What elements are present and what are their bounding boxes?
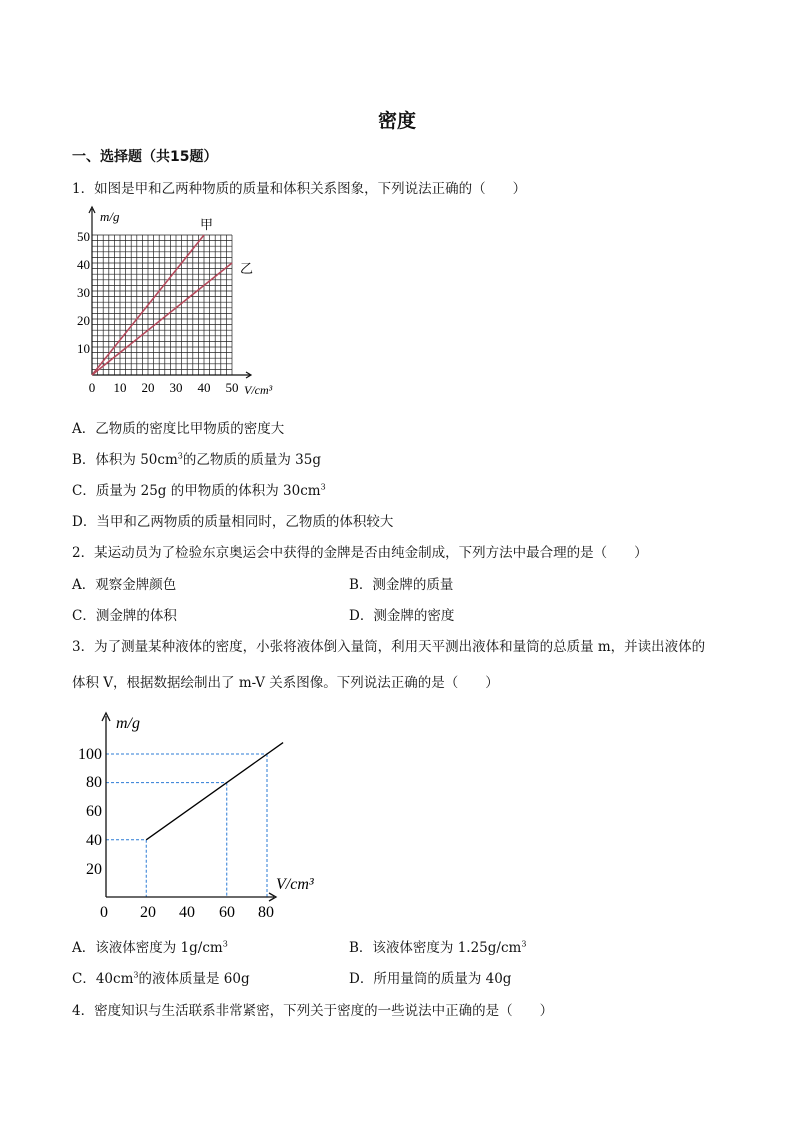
q1-y-axis-label: m/g (100, 209, 120, 224)
q1-y-tick-labels (77, 229, 90, 356)
q2-option-c: C．测金牌的体积 (72, 608, 177, 624)
q1-option-a: A．乙物质的密度比甲物质的密度大 (72, 421, 285, 437)
q1-series-label-jia: 甲 (200, 217, 214, 232)
q3-option-b-text: B．该液体密度为 1.25g/cm (349, 940, 522, 956)
superscript: 3 (222, 939, 228, 949)
q3-option-a-text: A．该液体密度为 1g/cm (72, 940, 223, 956)
q3-option-c-text2: 的液体质量是 60g (138, 971, 250, 987)
question-3-stem-line1: 3．为了测量某种液体的密度，小张将液体倒入量筒，利用天平测出液体和量筒的总质量 m，并读出液体的 (72, 639, 706, 655)
q1-option-b-text2: 的乙物质的质量为 35g (182, 452, 321, 468)
q3-data-line (146, 743, 283, 840)
q3-guide-lines (106, 754, 267, 897)
q1-option-c-text: C．质量为 25g 的甲物质的体积为 30cm (72, 483, 321, 499)
q1-y-tick: 20 (77, 313, 90, 328)
q1-y-tick: 30 (77, 285, 90, 300)
q1-y-tick: 10 (77, 341, 90, 356)
q2-option-b: B．测金牌的质量 (349, 577, 454, 593)
superscript: 3 (133, 970, 139, 980)
q1-option-c (72, 479, 326, 499)
page-title: 密度 (377, 110, 416, 132)
q2-option-a: A．观察金牌颜色 (72, 577, 177, 593)
q3-y-tick: 80 (86, 774, 102, 791)
q1-x-axis-label: V/cm³ (244, 383, 273, 397)
q3-y-tick: 100 (78, 746, 102, 763)
superscript: 3 (177, 451, 183, 461)
q3-x-tick-labels (100, 904, 274, 921)
q3-x-axis-label: V/cm³ (276, 876, 314, 893)
q3-x-tick: 60 (219, 904, 235, 921)
q1-x-tick: 40 (197, 380, 211, 395)
q1-x-tick: 10 (113, 380, 127, 395)
question-3-stem-line2: 体积 V，根据数据绘制出了 m-V 关系图像。下列说法正确的是（ ） (72, 675, 499, 691)
q3-option-c (72, 967, 250, 987)
q1-x-tick-labels (89, 380, 239, 395)
q3-y-tick: 20 (86, 861, 102, 878)
q3-axes (102, 713, 276, 901)
q3-y-tick: 60 (86, 803, 102, 820)
q2-option-d: D．测金牌的密度 (349, 608, 455, 624)
q3-y-tick-labels (78, 746, 102, 878)
q1-x-tick: 30 (169, 380, 183, 395)
q3-y-axis-label: m/g (116, 715, 140, 732)
q3-mass-volume-chart (70, 706, 340, 928)
q1-option-b (72, 448, 321, 468)
q1-option-b-text1: B．体积为 50cm (72, 452, 178, 468)
section-heading: 一、选择题（共15题） (72, 149, 218, 165)
q3-x-tick: 0 (100, 904, 108, 921)
q3-y-tick: 40 (86, 832, 102, 849)
q1-mass-volume-chart (70, 203, 300, 403)
q3-option-b (349, 936, 526, 956)
q1-grid (92, 235, 232, 375)
q1-y-tick: 40 (77, 257, 90, 272)
q1-series-label-yi: 乙 (240, 261, 254, 276)
question-1-stem: 1．如图是甲和乙两种物质的质量和体积关系图象，下列说法正确的（ ） (72, 181, 527, 197)
question-4-stem: 4．密度知识与生活联系非常紧密，下列关于密度的一些说法中正确的是（ ） (72, 1003, 554, 1019)
q3-option-d: D．所用量筒的质量为 40g (349, 971, 512, 987)
q3-data-line-segment (146, 743, 283, 840)
q1-option-d: D．当甲和乙两物质的质量相同时，乙物质的体积较大 (72, 514, 394, 530)
superscript: 3 (320, 482, 326, 492)
q1-x-tick: 20 (141, 380, 155, 395)
q3-option-a (72, 936, 228, 956)
question-2-stem: 2．某运动员为了检验东京奥运会中获得的金牌是否由纯金制成，下列方法中最合理的是（ ） (72, 545, 648, 561)
q3-x-tick: 80 (258, 904, 274, 921)
superscript: 3 (521, 939, 527, 949)
q3-option-c-text1: C．40cm (72, 971, 134, 987)
q3-x-tick: 20 (140, 904, 156, 921)
q1-y-tick: 50 (77, 229, 90, 244)
q1-x-tick: 50 (225, 380, 239, 395)
q3-x-tick: 40 (179, 904, 195, 921)
q1-series-lines (92, 235, 232, 375)
q1-x-tick: 0 (88, 380, 96, 395)
